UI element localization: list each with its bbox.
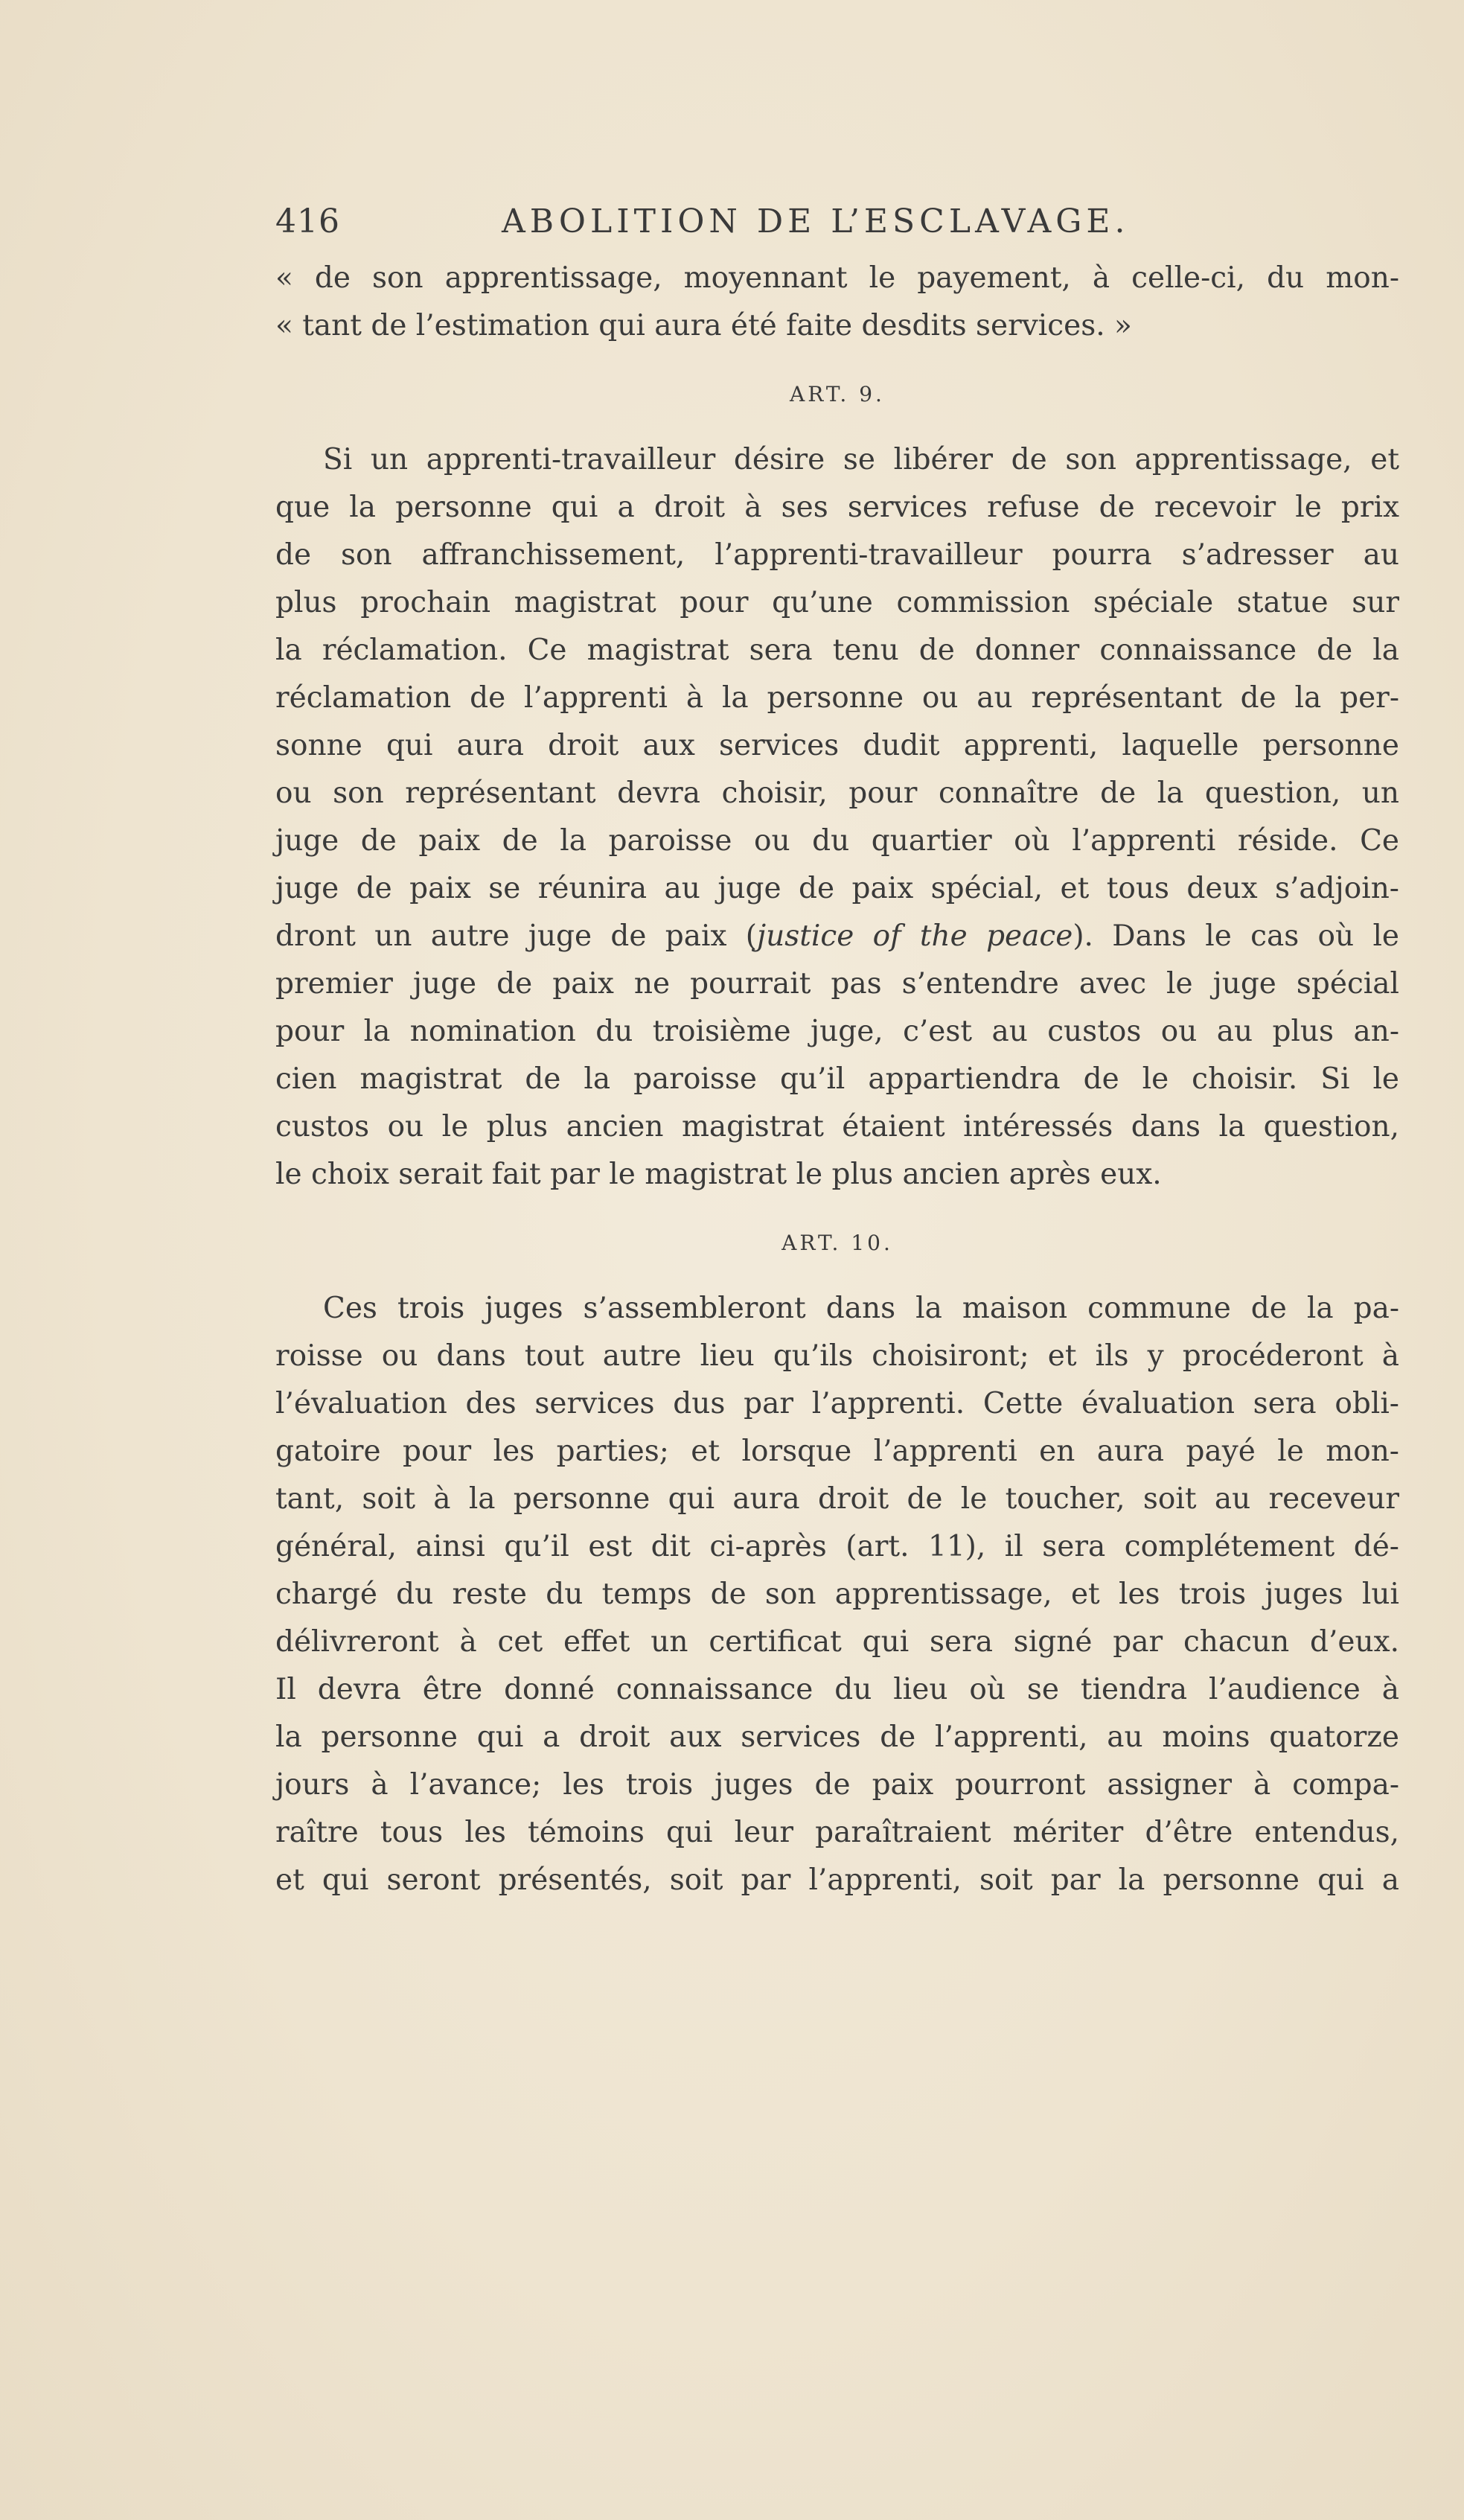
text-line: sonne qui aura droit aux services dudit apprenti, laquelle personne <box>275 729 1399 762</box>
page-number: 416 <box>275 202 340 240</box>
text-line: tant, soit à la personne qui aura droit de le toucher, soit au receveur <box>275 1482 1399 1516</box>
text-line: que la personne qui a droit à ses services refuse de recevoir le prix <box>275 491 1399 524</box>
text-line: et qui seront présentés, soit par l’apprenti, soit par la personne qui a <box>275 1863 1399 1897</box>
article-10-paragraph <box>275 1285 1399 1904</box>
text-line: la réclamation. Ce magistrat sera tenu de donner connaissance de la <box>275 634 1399 667</box>
article-heading-9: ART. 9. <box>790 382 885 406</box>
text-line: ou son représentant devra choisir, pour connaître de la question, un <box>275 776 1399 810</box>
text-line: Ces trois juges s’assembleront dans la maison commune de la pa- <box>323 1292 1399 1325</box>
text-line: juge de paix de la paroisse ou du quartier où l’apprenti réside. Ce <box>275 824 1399 858</box>
text-line: raître tous les témoins qui leur paraîtraient mériter d’être entendus, <box>275 1816 1399 1849</box>
running-title: ABOLITION DE L’ESCLAVAGE. <box>502 202 1130 240</box>
text-line: custos ou le plus ancien magistrat étaient intéressés dans la question, <box>275 1110 1399 1143</box>
text-line: de son affranchissement, l’apprenti-travailleur pourra s’adresser au <box>275 538 1399 572</box>
article-9-paragraph <box>275 436 1399 1199</box>
text-line: premier juge de paix ne pourrait pas s’entendre avec le juge spécial <box>275 967 1399 1001</box>
text-line: délivreront à cet effet un certificat qui sera signé par chacun d’eux. <box>275 1625 1399 1659</box>
text-line: Si un apprenti-travailleur désire se libérer de son apprentissage, et <box>323 443 1399 476</box>
text-line: « tant de l’estimation qui aura été faite desdits services. » <box>275 309 1132 342</box>
text-line: Il devra être donné connaissance du lieu où se tiendra l’audience à <box>275 1673 1399 1706</box>
italic-phrase: justice of the peace <box>757 919 1073 953</box>
text-line: plus prochain magistrat pour qu’une commission spéciale statue sur <box>275 586 1399 619</box>
text-line: réclamation de l’apprenti à la personne ou au représentant de la per- <box>275 681 1399 715</box>
text-line: gatoire pour les parties; et lorsque l’apprenti en aura payé le mon- <box>275 1435 1399 1468</box>
text-line: la personne qui a droit aux services de l’apprenti, au moins quatorze <box>275 1720 1399 1754</box>
text-line: chargé du reste du temps de son apprentissage, et les trois juges lui <box>275 1578 1399 1611</box>
quote-continuation <box>275 255 1399 350</box>
article-heading-10: ART. 10. <box>781 1231 893 1255</box>
text-line: « de son apprentissage, moyennant le payement, à celle-ci, du mon- <box>275 261 1399 295</box>
text-line: roisse ou dans tout autre lieu qu’ils choisiront; et ils y procéderont à <box>275 1339 1399 1373</box>
text-line: l’évaluation des services dus par l’apprenti. Cette évaluation sera obli- <box>275 1387 1399 1420</box>
text-line: le choix serait fait par le magistrat le plus ancien après eux. <box>275 1158 1162 1191</box>
text-line: cien magistrat de la paroisse qu’il appartiendra de le choisir. Si le <box>275 1062 1399 1096</box>
text-line-with-italic: dront un autre juge de paix (justice of the peace). Dans le cas où le <box>275 919 1400 953</box>
text-line: jours à l’avance; les trois juges de paix pourront assigner à compa- <box>275 1768 1399 1802</box>
book-page <box>275 195 1399 1904</box>
text-line: pour la nomination du troisième juge, c’est au custos ou au plus an- <box>275 1015 1399 1048</box>
text-line: juge de paix se réunira au juge de paix spécial, et tous deux s’adjoin- <box>275 872 1399 905</box>
text-line: général, ainsi qu’il est dit ci-après (art. 11), il sera complétement dé- <box>275 1530 1399 1563</box>
running-head <box>275 195 1399 255</box>
